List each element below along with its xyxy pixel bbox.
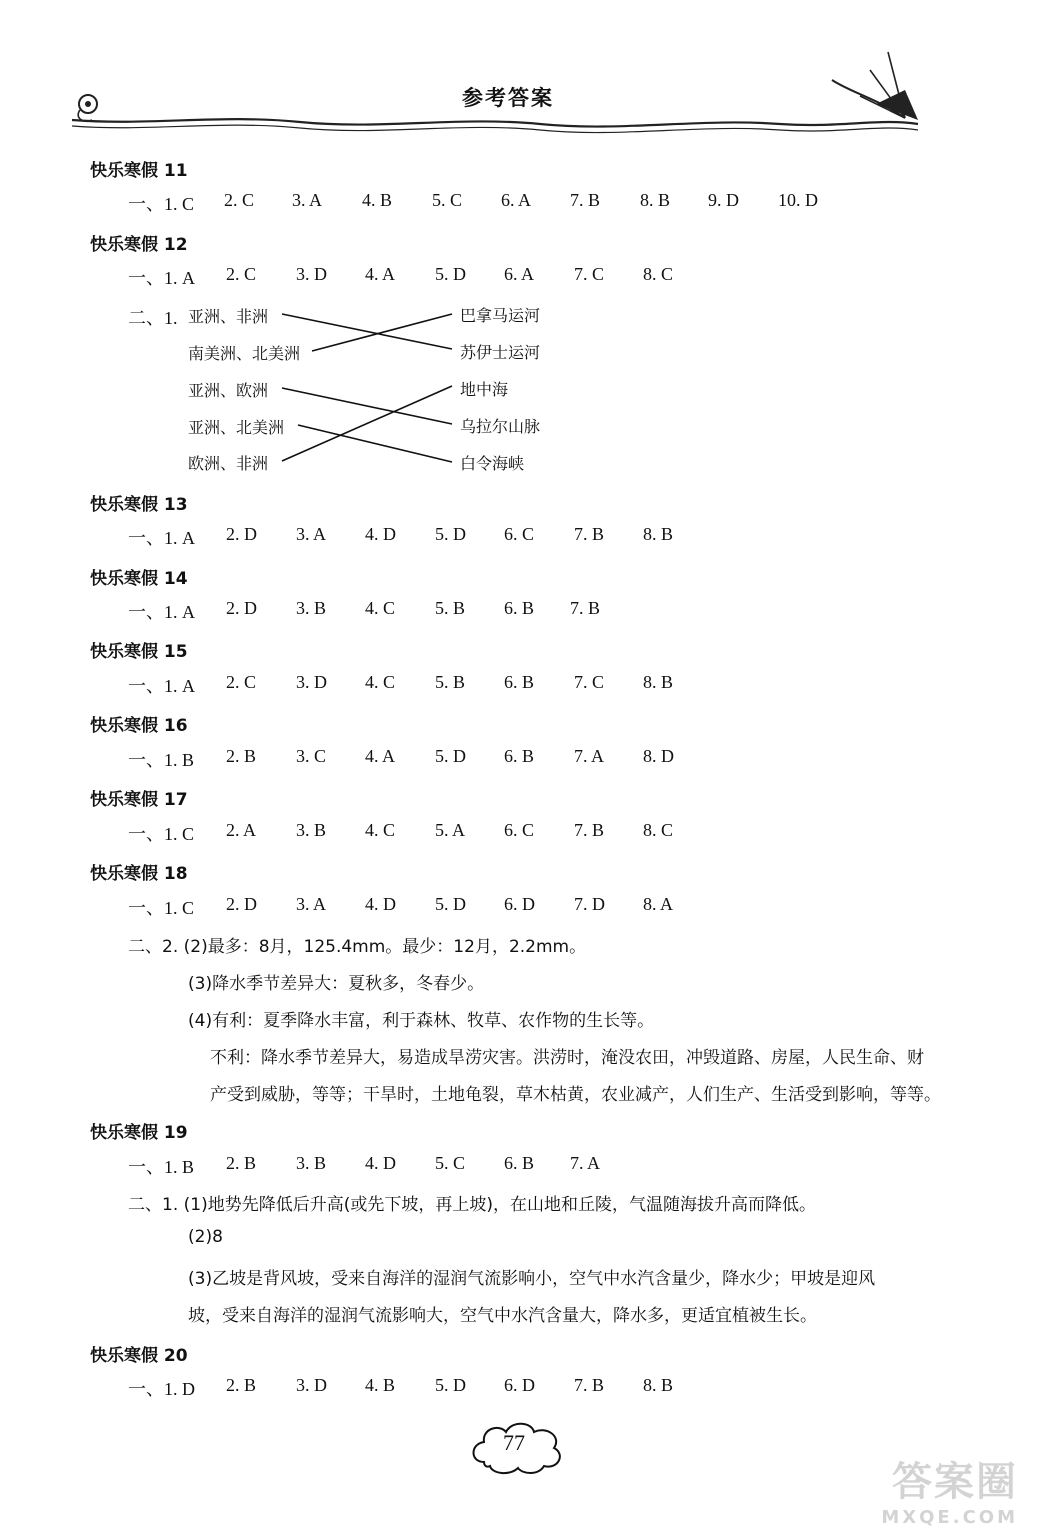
answer: 7. B: [570, 190, 601, 210]
answer: 7. B: [574, 1375, 605, 1395]
answer: 6. B: [504, 598, 535, 618]
answer: 2. B: [226, 1375, 257, 1395]
answer: 6. B: [504, 1153, 535, 1173]
answer: 一、1. A: [128, 528, 195, 548]
answer: 5. D: [435, 524, 466, 544]
answer: 4. C: [365, 672, 396, 692]
answer: 一、1. B: [128, 1157, 195, 1177]
answer: 5. D: [435, 894, 466, 914]
match-right: 白令海峡: [460, 454, 525, 473]
match-left: 亚洲、北美洲: [188, 418, 285, 437]
section-title: 快乐寒假 18: [90, 864, 188, 884]
answer: 8. C: [643, 820, 674, 840]
answer: 一、1. C: [128, 898, 195, 918]
answer: 8. C: [643, 264, 674, 284]
answer: 8. B: [640, 190, 671, 210]
answer: 6. B: [504, 672, 535, 692]
answer: 3. A: [296, 894, 327, 914]
answer: 8. A: [643, 894, 674, 914]
page-title: 参考答案: [462, 85, 554, 110]
match-left: 欧洲、非洲: [188, 454, 269, 473]
answer: 7. D: [574, 894, 605, 914]
answer: 10. D: [778, 190, 818, 210]
answer: 2. D: [226, 894, 257, 914]
answer: 7. B: [570, 598, 601, 618]
answer: 3. A: [292, 190, 323, 210]
answer: 4. B: [365, 1375, 396, 1395]
matching-prefix: 二、1.: [128, 308, 178, 328]
answer: 5. D: [435, 264, 466, 284]
answer-text: 二、2. (2)最多：8月，125.4mm。最少：12月，2.2mm。: [128, 937, 587, 957]
answer: 6. D: [504, 1375, 535, 1395]
section-title: 快乐寒假 20: [90, 1346, 188, 1366]
answer: 3. D: [296, 1375, 327, 1395]
answer: 5. C: [432, 190, 463, 210]
answer: 4. D: [365, 894, 396, 914]
section-title: 快乐寒假 14: [90, 569, 188, 589]
answer: 3. B: [296, 598, 327, 618]
answer-text: 产受到威胁，等等；干旱时，土地龟裂，草木枯黄，农业减产，人们生产、生活受到影响，等等。: [210, 1085, 941, 1105]
answer: 2. C: [226, 672, 257, 692]
answer: 一、1. A: [128, 602, 195, 622]
answer: 2. B: [226, 1153, 257, 1173]
answer: 5. C: [435, 1153, 466, 1173]
answer: 8. B: [643, 672, 674, 692]
matching-lines: [0, 0, 1038, 480]
answer: 4. D: [365, 1153, 396, 1173]
answer: 4. C: [365, 598, 396, 618]
answer: 4. C: [365, 820, 396, 840]
answer: 2. D: [226, 524, 257, 544]
answer: 7. B: [574, 524, 605, 544]
answer: 2. C: [226, 264, 257, 284]
answer: 8. B: [643, 1375, 674, 1395]
answer: 4. A: [365, 264, 396, 284]
answer: 5. A: [435, 820, 466, 840]
answer: 一、1. B: [128, 750, 195, 770]
answer: 8. B: [643, 524, 674, 544]
page-number: 77: [503, 1430, 525, 1455]
section-title: 快乐寒假 16: [90, 716, 188, 736]
answer: 2. A: [226, 820, 257, 840]
answer: 5. D: [435, 1375, 466, 1395]
section-title: 快乐寒假 17: [90, 790, 188, 810]
match-left: 亚洲、非洲: [188, 307, 269, 326]
answer: 7. C: [574, 264, 605, 284]
watermark-top: 答案圈: [892, 1459, 1018, 1505]
answer: 6. C: [504, 524, 535, 544]
answer: 一、1. C: [128, 194, 195, 214]
match-right: 地中海: [460, 380, 509, 399]
answer: 6. A: [504, 264, 535, 284]
answer-text: (3)降水季节差异大：夏秋多，冬春少。: [188, 974, 485, 994]
answer: 6. C: [504, 820, 535, 840]
answer: 9. D: [708, 190, 739, 210]
answer: 4. D: [365, 524, 396, 544]
answer: 7. C: [574, 672, 605, 692]
watermark-bottom: MXQE.COM: [881, 1507, 1018, 1528]
answer: 7. B: [574, 820, 605, 840]
answer: 一、1. D: [128, 1379, 195, 1399]
answer: 6. B: [504, 746, 535, 766]
answer: 5. B: [435, 672, 466, 692]
answer-text: (3)乙坡是背风坡，受来自海洋的湿润气流影响小，空气中水汽含量少，降水少；甲坡是迎风: [188, 1269, 876, 1289]
answer: 3. D: [296, 264, 327, 284]
answer: 2. D: [226, 598, 257, 618]
match-line: [282, 386, 452, 461]
answer: 8. D: [643, 746, 674, 766]
section-title: 快乐寒假 19: [90, 1123, 188, 1143]
match-line: [282, 388, 452, 424]
answer: 5. D: [435, 746, 466, 766]
match-right: 巴拿马运河: [460, 306, 541, 325]
section-title: 快乐寒假 13: [90, 495, 188, 515]
answer: 一、1. A: [128, 268, 195, 288]
answer: 6. A: [501, 190, 532, 210]
answer: 2. B: [226, 746, 257, 766]
answer: 4. B: [362, 190, 393, 210]
answer: 3. C: [296, 746, 327, 766]
match-right: 乌拉尔山脉: [460, 417, 541, 436]
section-title: 快乐寒假 11: [90, 161, 188, 181]
answer: 5. B: [435, 598, 466, 618]
answer: 3. B: [296, 820, 327, 840]
section-title: 快乐寒假 12: [90, 235, 188, 255]
match-line: [282, 314, 452, 349]
answer: 7. A: [574, 746, 605, 766]
answer: 4. A: [365, 746, 396, 766]
answer: 2. C: [224, 190, 255, 210]
answer: 3. D: [296, 672, 327, 692]
section-title: 快乐寒假 15: [90, 642, 188, 662]
answer: 3. A: [296, 524, 327, 544]
answer-text: 坡，受来自海洋的湿润气流影响大，空气中水汽含量大，降水多，更适宜植被生长。: [188, 1306, 817, 1326]
answer-text: (2)8: [188, 1227, 223, 1247]
match-left: 亚洲、欧洲: [188, 381, 269, 400]
answer-text: (4)有利：夏季降水丰富，利于森林、牧草、农作物的生长等。: [188, 1011, 655, 1031]
match-left: 南美洲、北美洲: [188, 344, 301, 363]
watermark: [881, 1450, 1018, 1528]
answer: 7. A: [570, 1153, 601, 1173]
answer: 6. D: [504, 894, 535, 914]
answer-text: 二、1. (1)地势先降低后升高(或先下坡，再上坡)，在山地和丘陵，气温随海拔升高而降低。: [128, 1195, 816, 1215]
answer: 3. B: [296, 1153, 327, 1173]
match-right: 苏伊士运河: [460, 343, 541, 362]
answer: 一、1. C: [128, 824, 195, 844]
answer-text: 不利：降水季节差异大，易造成旱涝灾害。洪涝时，淹没农田，冲毁道路、房屋，人民生命、财: [210, 1048, 924, 1068]
answer: 一、1. A: [128, 676, 195, 696]
